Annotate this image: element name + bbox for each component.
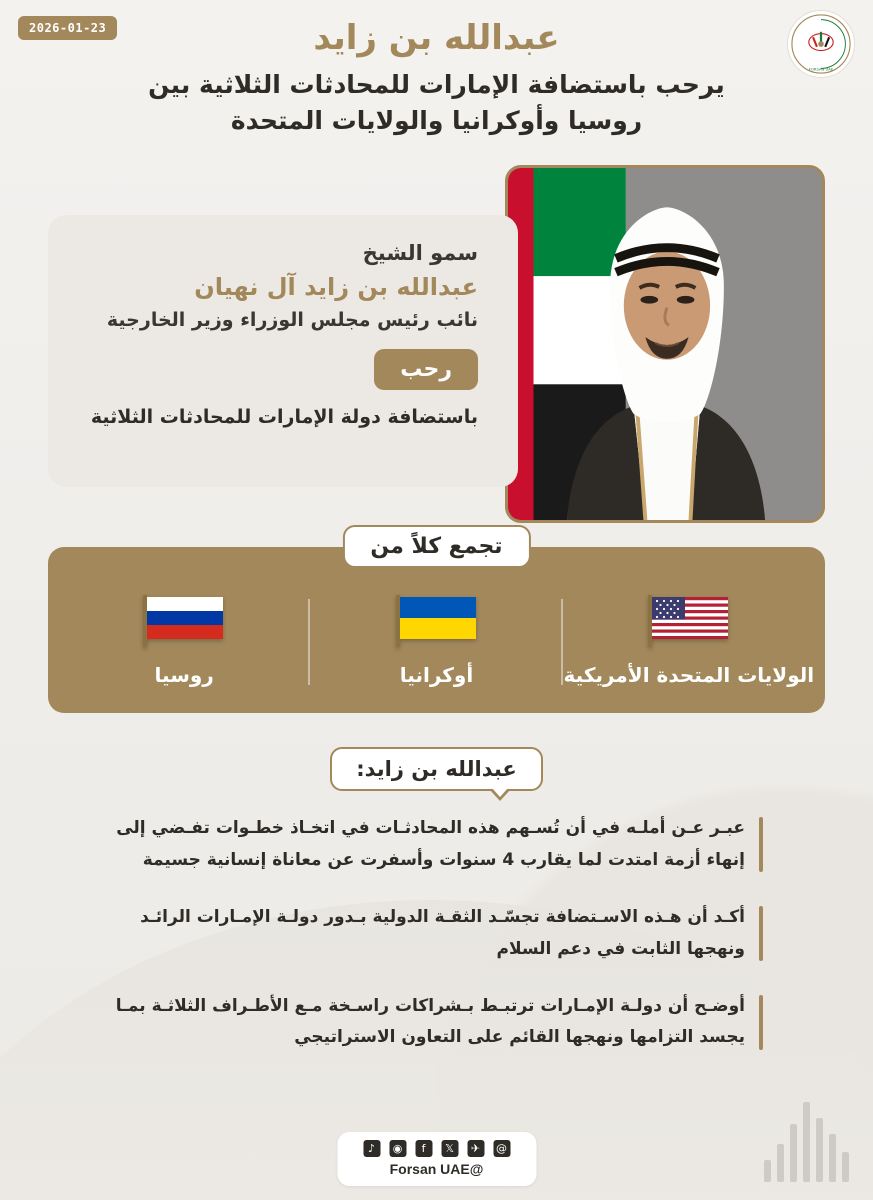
background-stripes xyxy=(719,1092,849,1182)
profile-title: نائب رئيس مجلس الوزراء وزير الخارجية xyxy=(106,309,478,332)
telegram-icon[interactable]: ✈ xyxy=(467,1140,484,1157)
country-item xyxy=(563,593,815,687)
page-subtitle: يرحب باستضافة الإمارات للمحادثات الثلاثية بين روسيا وأوكرانيا والولايات المتحدة xyxy=(148,69,725,136)
uae-forsan-logo-icon xyxy=(787,10,855,78)
country-item xyxy=(58,593,310,687)
facebook-icon[interactable]: f xyxy=(415,1140,432,1157)
profile-statement: باستضافة دولة الإمارات للمحادثات الثلاثية xyxy=(90,406,478,429)
country-label: روسيا xyxy=(154,663,214,688)
portrait-photo xyxy=(505,165,825,523)
social-icons xyxy=(363,1140,510,1157)
quotes-list xyxy=(110,813,763,1054)
country-item xyxy=(310,593,562,687)
title-block xyxy=(0,0,873,139)
country-label: الولايات المتحدة الأمريكية xyxy=(563,663,815,688)
page-title: عبدالله بن زايد xyxy=(313,18,560,58)
quotes-label: عبدالله بن زايد: xyxy=(330,747,543,791)
profile-info-card xyxy=(48,215,518,487)
flag-ukraine-icon xyxy=(310,593,562,649)
profile-section xyxy=(48,165,825,525)
profile-honorific: سمو الشيخ xyxy=(362,241,478,266)
countries-band xyxy=(48,547,825,713)
action-chip: رحب xyxy=(374,349,478,390)
footer xyxy=(337,1132,536,1186)
date-badge: 2026-01-23 xyxy=(18,16,117,40)
country-label: أوكرانيا xyxy=(399,663,474,688)
svg-text:FORSAN UAE: FORSAN UAE xyxy=(808,67,834,72)
flag-russia-icon xyxy=(58,593,310,649)
instagram-icon[interactable]: ◉ xyxy=(389,1140,406,1157)
profile-name: عبدالله بن زايد آل نهيان xyxy=(194,273,478,302)
tiktok-icon[interactable]: ♪ xyxy=(363,1140,380,1157)
quote-item: أكـد أن هـذه الاسـتضافة تجسّـد الثقـة الدولية بـدور دولـة الإمـارات الرائـد ونهجها الثابت في دعم السلام xyxy=(110,902,763,965)
quote-item: عبـر عـن أملـه في أن تُسـهم هذه المحادثـات في اتخـاذ خطـوات تفـضي إلى إنهاء أزمة امتدت لما يقارب 4 سنوات وأسفرت عن معاناة إنسانية جسيمة xyxy=(110,813,763,876)
countries-section xyxy=(48,534,825,713)
threads-icon[interactable]: @ xyxy=(493,1140,510,1157)
x-icon[interactable]: 𝕏 xyxy=(441,1140,458,1157)
social-handle: @Forsan UAE xyxy=(389,1161,484,1177)
quote-item: أوضـح أن دولـة الإمـارات ترتبـط بـشراكات راسـخة مـع الأطـراف الثلاثـة بمـا يجسد التزامها ونهجها القائم على التعاون الاستراتيجي xyxy=(110,991,763,1054)
quotes-label-wrap xyxy=(0,747,873,803)
flag-united-states-icon xyxy=(563,593,815,649)
countries-band-label: تجمع كلاً من xyxy=(342,525,530,568)
